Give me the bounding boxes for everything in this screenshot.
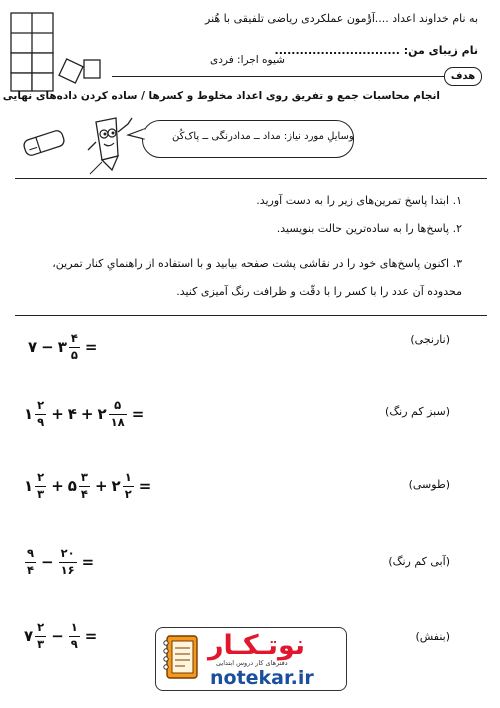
fraction-denominator: ۹ xyxy=(70,636,78,651)
color-label-3: (طوسی) xyxy=(408,478,450,491)
logo-url: notekar.ir xyxy=(210,667,314,689)
fraction-denominator: ۹ xyxy=(37,414,45,429)
operator: = xyxy=(131,405,145,423)
instructions-bottom-rule xyxy=(15,315,487,316)
logo-subtitle: دفترهای کار دروس ابتدایی xyxy=(216,659,288,667)
fraction-denominator: ۱۶ xyxy=(60,562,75,577)
logo-text-fa: نوتـکـار xyxy=(208,630,306,661)
fraction-numerator: ۲ xyxy=(37,470,45,484)
exercise-4 xyxy=(24,548,98,576)
fraction-denominator: ۲ xyxy=(124,486,132,501)
exercise-5 xyxy=(24,622,101,650)
notebook-icon xyxy=(161,633,201,683)
fraction-denominator: ۱۸ xyxy=(110,414,125,429)
instruction-1: ۱. ابتدا پاسخ تمرین‌های زیر را به دست آورید. xyxy=(256,194,462,207)
fraction-denominator: ۴ xyxy=(80,486,88,501)
color-label-1: (نارنجی) xyxy=(410,333,450,346)
fraction-numerator: ۲ xyxy=(37,398,45,412)
whole-number: ۲ xyxy=(97,405,107,423)
whole-number: ۲ xyxy=(111,477,121,495)
exercise-2 xyxy=(24,400,148,428)
whole-number: ۱ xyxy=(24,405,34,423)
operator: + xyxy=(51,477,64,495)
whole-number: ۱ xyxy=(24,477,34,495)
exercise-1 xyxy=(28,333,102,361)
operator: = xyxy=(84,338,98,356)
fraction xyxy=(123,472,134,500)
fraction-numerator: ۱ xyxy=(124,470,132,484)
fraction xyxy=(59,548,77,576)
goal-badge: هدف xyxy=(444,67,482,86)
fraction-numerator: ۲۰ xyxy=(60,546,75,560)
operator: − xyxy=(41,338,54,356)
instruction-3: ۳. اکنون پاسخ‌های خود را در نقاشی پشت صفحه بیابید و با استفاده از راهنمایِ کنار تمرین، محدوده آن عدد را با کسر را با دقّت و ظرافت رنگ آمیزی کنید. xyxy=(52,257,462,298)
method-label: شیوه اجرا: فردی xyxy=(210,54,285,66)
fraction-numerator: ۹ xyxy=(27,546,35,560)
fraction xyxy=(35,400,46,428)
color-label-4: (آبی کم رنگ) xyxy=(388,555,450,568)
goal-divider xyxy=(112,76,452,77)
fraction xyxy=(25,548,36,576)
number: ۷ xyxy=(28,338,38,356)
whole-number: ۷ xyxy=(24,627,34,645)
fraction-numerator: ۲ xyxy=(37,620,45,634)
fraction xyxy=(69,622,80,650)
operator: = xyxy=(138,477,152,495)
color-label-5: (بنفش) xyxy=(415,630,450,643)
fraction-numerator: ۱ xyxy=(70,620,78,634)
fraction-denominator: ۳ xyxy=(37,636,45,651)
test-title: آزمون عملکردی ریاضی تلفیقی با هُنر xyxy=(205,12,375,25)
fraction-denominator: ۳ xyxy=(37,486,45,501)
fraction-denominator: ۵ xyxy=(70,347,78,362)
goal-text: انجام محاسبات جمع و تفریق روی اعداد مخلوط و کسرها / ساده کردن داده‌های نهایی xyxy=(2,90,440,102)
eraser-icon xyxy=(20,128,68,158)
pencil-character-icon xyxy=(82,112,138,176)
whole-number: ۳ xyxy=(57,338,67,356)
operator: + xyxy=(80,405,94,423)
whole-number: ۵ xyxy=(67,477,77,495)
fraction xyxy=(79,472,90,500)
fraction xyxy=(109,400,127,428)
number: ۴ xyxy=(67,405,77,423)
operator: = xyxy=(84,627,98,645)
fraction xyxy=(35,472,46,500)
instructions-top-rule xyxy=(15,178,487,179)
operator: = xyxy=(81,553,95,571)
fraction-numerator: ۴ xyxy=(70,331,78,345)
fraction xyxy=(35,622,46,650)
fraction xyxy=(69,333,80,361)
operator: + xyxy=(94,477,108,495)
operator: − xyxy=(41,553,54,571)
tools-text: وسایلِ مورد نیاز: مداد ــ مدادرنگی ــ پاک‌کُن xyxy=(172,131,354,142)
squares-icon xyxy=(10,12,102,92)
operator: − xyxy=(51,627,64,645)
instruction-2: ۲. پاسخ‌ها را به ساده‌ترین حالت بنویسید. xyxy=(276,222,462,235)
color-label-2: (سبز کم رنگ) xyxy=(385,405,450,418)
fraction-numerator: ۳ xyxy=(80,470,88,484)
operator: + xyxy=(51,405,64,423)
basmala: به نام خداوند اعداد .... ! xyxy=(366,12,478,25)
fraction-numerator: ۵ xyxy=(114,398,122,412)
name-field-label: نام زیبای من: .............................. xyxy=(274,44,478,57)
exercise-3 xyxy=(24,472,155,500)
bubble-tail xyxy=(126,126,146,142)
fraction-denominator: ۴ xyxy=(27,562,35,577)
